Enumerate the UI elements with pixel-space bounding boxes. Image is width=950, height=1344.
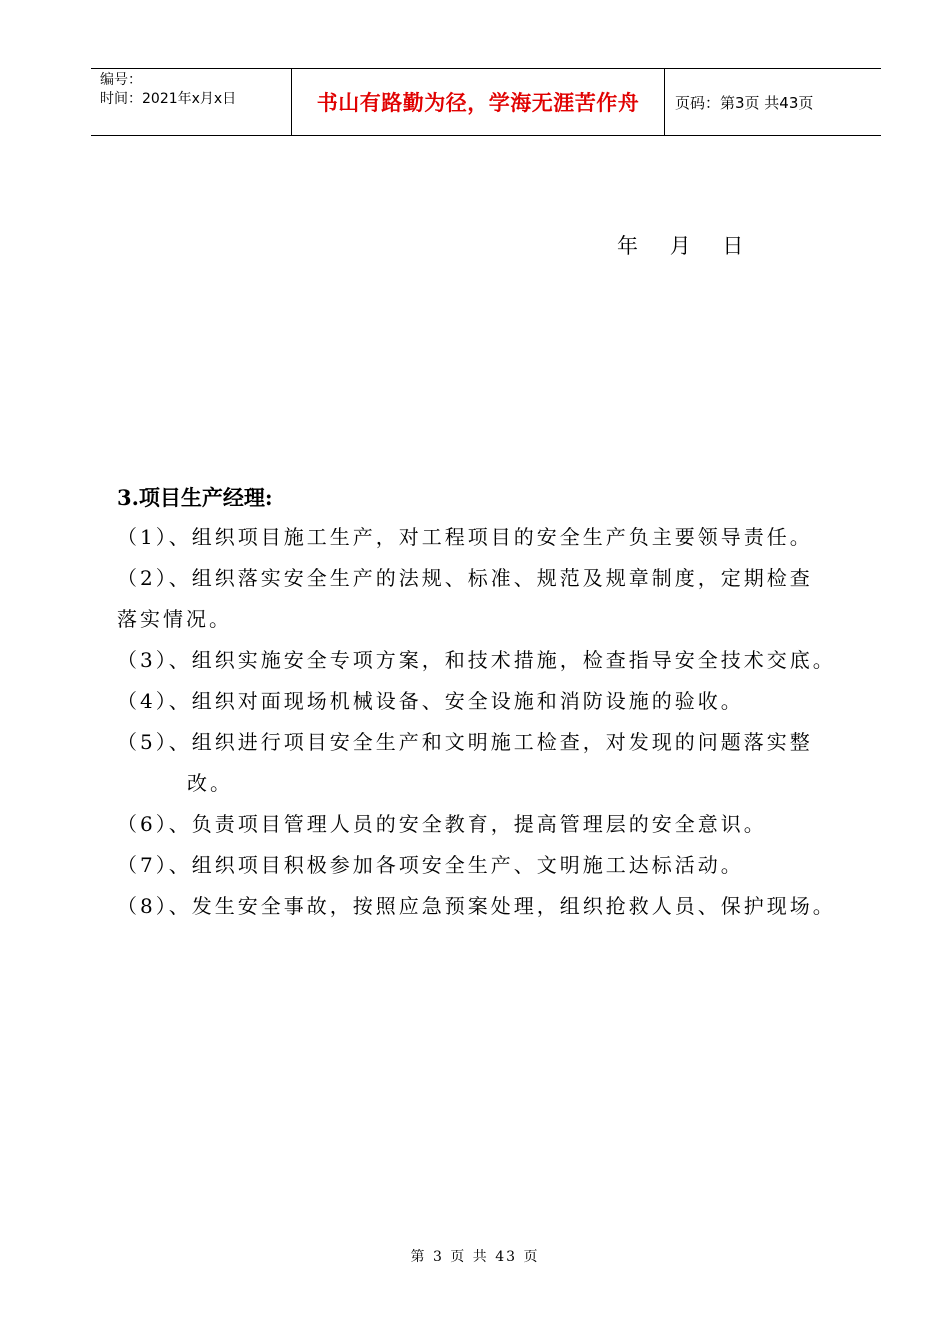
list-item — [117, 517, 862, 558]
list-item — [117, 681, 862, 722]
document-time-label: 时间：2021年x月x日 — [100, 91, 237, 107]
signature-date-line: 年 月 日 — [617, 234, 745, 258]
list-item — [117, 886, 862, 927]
list-item-text: （4）、组织对面现场机械设备、安全设施和消防设施的验收。 — [117, 689, 744, 713]
list-item — [117, 804, 862, 845]
list-item — [117, 558, 862, 640]
list-item-text: （6）、负责项目管理人员的安全教育，提高管理层的安全意识。 — [117, 812, 767, 836]
page-header — [91, 68, 881, 136]
list-item-text: （7）、组织项目积极参加各项安全生产、文明施工达标活动。 — [117, 853, 744, 877]
header-motto-cell — [292, 69, 665, 135]
page-footer: 第 3 页 共 43 页 — [410, 1249, 540, 1265]
list-item-text: （2）、组织落实安全生产的法规、标准、规范及规章制度，定期检查 — [117, 566, 813, 590]
list-item-text: （8）、发生安全事故，按照应急预案处理，组织抢救人员、保护现场。 — [117, 894, 836, 918]
list-item-text: （5）、组织进行项目安全生产和文明施工检查，对发现的问题落实整 — [117, 730, 813, 754]
list-item — [117, 845, 862, 886]
header-page-cell — [665, 69, 881, 135]
header-page-info: 页码：第3页 共43页 — [675, 93, 814, 112]
list-item-text: （1）、组织项目施工生产，对工程项目的安全生产负主要领导责任。 — [117, 525, 813, 549]
list-item-continuation: 改。 — [187, 771, 233, 795]
document-body — [117, 480, 862, 927]
header-meta-cell — [91, 69, 292, 135]
list-item — [117, 722, 862, 804]
document-number-label: 编号： — [100, 72, 142, 88]
list-item-text: （3）、组织实施安全专项方案，和技术措施，检查指导安全技术交底。 — [117, 648, 836, 672]
list-item — [117, 640, 862, 681]
header-motto: 书山有路勤为径，学海无涯苦作舟 — [316, 91, 640, 115]
section-title: 3.项目生产经理: — [117, 485, 273, 510]
list-item-continuation: 落实情况。 — [117, 607, 232, 631]
